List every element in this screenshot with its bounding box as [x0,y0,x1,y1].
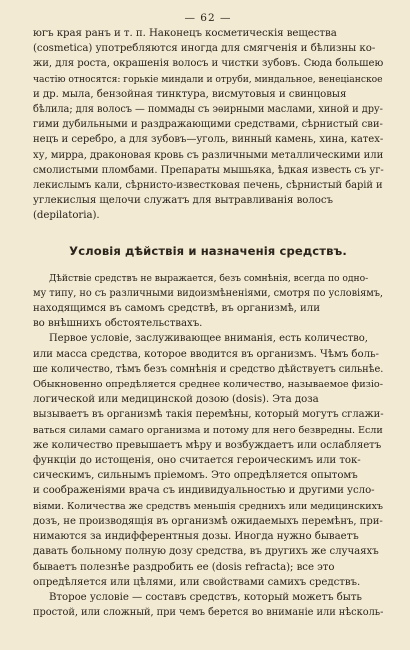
text-line: ху, мирра, драконовая кровь съ различными металлическими или [33,149,384,161]
text-line: (cosmetica) употребляются иногда для смягченія и бѣлизны ко- [33,43,376,55]
text-line: частію относятся: горькіе миндали и отруби, миндальное, венеціанское [33,73,383,85]
text-line: и др. мыла, бензойная тинктура, висмутовыя и свинцовыя [33,88,347,100]
text-line: віями. Количества же средствъ меньшія среднихъ или медицинскихъ [33,500,383,512]
text-line: опредѣляется или цѣлями, или свойствами самихъ средствъ. [33,576,361,588]
text-line: логической или медицинской дозою (dosis). Эта доза [33,394,319,406]
text-line: смолистыми пломбами. Препараты мышьяка, ѣдкая известь съ уг- [33,164,384,176]
text-line: углекислыя щелочи служатъ для вытравливанія волосъ [33,195,333,207]
text-line: же количество превышаетъ мѣру и возбуждаетъ или ослабляетъ [33,439,382,451]
text-line: простой, или сложный, при чемъ берется во вниманіе или нѣсколь- [33,607,384,619]
text-line: Дѣйствіе средствъ не выражается, безъ сомнѣнія, всегда по одно- [49,272,369,284]
text-line: (depilatoria). [33,210,100,222]
text-line: Второе условіе — составъ средствъ, который можетъ быть [49,591,362,603]
text-line: во внѣшнихъ обстоятельствахъ. [33,318,203,330]
text-line: функціи до истощенія, оно считается героическимъ или ток- [33,455,361,467]
text-line: нецъ и серебро, а для зубовъ—уголь, винный камень, хина, катех- [33,134,384,146]
text-line: давать больному полную дозу средства, въ другихъ же случаяхъ [33,546,379,558]
paragraph-1 [33,271,383,332]
text-line: нимаются за индифферентныя дозы. Иногда нужно бываетъ [33,531,359,543]
text-line: дозъ, не производящія въ организмѣ ожидаемыхъ перемѣнъ, при- [33,515,383,527]
text-line: ваться силами самаго организма и потому для него безвредны. Если [33,424,383,436]
text-line: Обыкновенно опредѣляется среднее количество, называемое физіо- [33,379,383,391]
text-line: сическимъ, сильнымъ пріемомъ. Это опредѣляется опытомъ [33,470,358,482]
text-line: или масса средства, которое вводится въ организмъ. Чѣмъ боль- [33,348,379,360]
text-line: бываетъ полезнѣе раздробить ее (dosis refracta); все это [33,561,335,573]
text-line: лекислымъ кали, сѣрнисто-известковая печень, сѣрнистый барій и [33,180,383,192]
text-line: ше количество, тѣмъ безъ сомнѣнія и средство дѣйствуетъ сильнѣе. [33,363,384,375]
text-line: жи, для роста, окрашенія волосъ и чистки зубовъ. Сюда большею [33,58,384,70]
text-line: и соображеніями врача съ индивидуальностью и другими усло- [33,485,375,497]
text-line: югъ края ранъ и т. п. Наконецъ косметическія вещества [33,28,337,39]
text-line: му типу, но съ различными видоизмѣненіями, смотря по условіямъ, [33,287,383,299]
section-heading: Условія дѣйствія и назначенія средствъ. [69,243,347,258]
intro-paragraph [33,26,383,224]
paragraph-2 [33,331,383,589]
text-line: Первое условіе, заслуживающее вниманія, есть количество, [49,333,368,345]
text-line: бѣлила; для волосъ — поммады съ эѳирными маслами, хиной и дру- [33,104,383,116]
text-line: вызываетъ въ организмѣ такія перемѣны, который могутъ сглажи- [33,409,384,421]
text-line: гими дубильными и раздражающими средствами, сѣрнистый сви- [33,119,383,131]
page-number: — 62 — [184,12,232,24]
paragraph-3 [33,590,383,620]
text-line: находящимся въ самомъ средствѣ, въ организмѣ, или [33,303,320,315]
